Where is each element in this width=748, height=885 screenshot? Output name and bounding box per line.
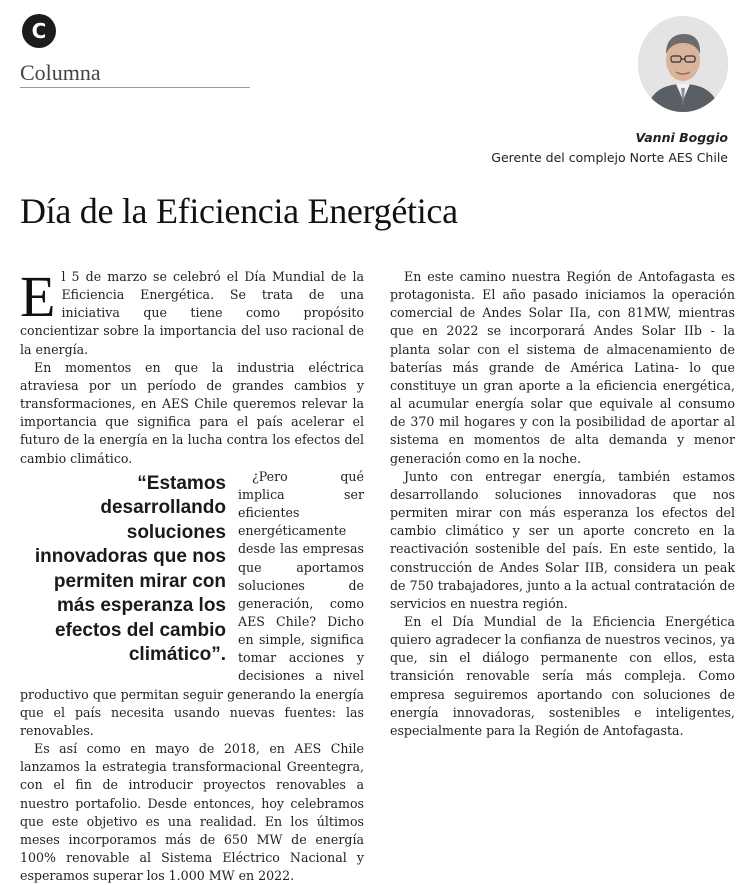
pull-quote: “Estamos desarrollando soluciones innovadoras que nos permiten mirar con más esperanza los efectos del cambio climático”.: [34, 472, 226, 666]
column-badge: C: [22, 14, 56, 48]
author-name: Vanni Boggio: [635, 130, 728, 145]
paragraph: Junto con entregar energía, también estamos desarrollando soluciones innovadoras que nos permiten mirar con más esperanza los efectos del cambio climático y ser un aporte concreto en la reactivación sostenible del país. En este sentido, la construcción de Andes Solar IIB, considera un peak de 750 trabajadores, junto a la actual contratación de servicios en nuestra región.: [390, 468, 735, 611]
drop-cap: E: [20, 264, 56, 329]
author-photo: [638, 16, 728, 112]
paragraph-closing: En el Día Mundial de la Eficiencia Energética quiero agradecer la confianza de nuestros vecinos, ya que, sin el diálogo permanente con ellos, esta transición renovable sería más compleja. Como empresa seguiremos aportando con soluciones de energía innovadoras, sostenibles e inteligentes, especialmente para la Región de Antofagasta.: [390, 613, 735, 738]
paragraph: Es así como en mayo de 2018, en AES Chile lanzamos la estrategia transformacional Greentegra, con el fin de introducir proyectos renovables a nuestro portafolio. Desde entonces, hoy celebramos que este objetivo es una realidad. En los últimos meses incorporamos más de 650 MW de energía 100% renovable al Sistema Eléctrico Nacional y esperamos superar los 1.000 MW en 2022.: [20, 741, 364, 884]
paragraph-with-quote: “Estamos desarrollando soluciones innovadoras que nos permiten mirar con más esperanza los efectos del cambio climático”. ¿Pero qué implica ser eficientes energéticamente desde las empresas que aportamos soluciones de generación, como AES Chile? Dicho en simple, significa tomar acciones y decisiones a nivel productivo que permitan seguir generando la energía que el país necesita usando nuevas fuentes: las renovables.: [20, 468, 364, 738]
paragraph-intro: El 5 de marzo se celebró el Día Mundial de la Eficiencia Energética. Se trata de una iniciativa que tiene como propósito concientizar sobre la importancia del uso racional de la energía.: [20, 264, 364, 357]
author-portrait-icon: [638, 16, 728, 112]
paragraph: En momentos en que la industria eléctrica atraviesa por un período de grandes cambios y transformaciones, en AES Chile queremos relevar la importancia que significa para el país acelerar el futuro de la energía en la lucha contra los efectos del cambio climático.: [20, 359, 364, 466]
author-role: Gerente del complejo Norte AES Chile: [491, 150, 728, 165]
header-divider: [20, 87, 250, 88]
article-column-right: [390, 268, 735, 740]
article-title: Día de la Eficiencia Energética: [20, 191, 458, 231]
section-label: Columna: [20, 60, 101, 85]
paragraph: En este camino nuestra Región de Antofagasta es protagonista. El año pasado iniciamos la operación comercial de Andes Solar IIa, con 81MW, mientras que en 2022 se incorporará Andes Solar IIb - la planta solar con el sistema de almacenamiento de baterías más grande de América Latina- lo que constituye un gran aporte a la eficiencia energética, al acumular energía solar que equivale al consumo de 370 mil hogares y con la posibilidad de aportar al sistema en momentos de alta demanda y menor generación como en la noche.: [390, 269, 735, 466]
author-block: [491, 128, 728, 168]
article-column-left: [20, 264, 364, 885]
